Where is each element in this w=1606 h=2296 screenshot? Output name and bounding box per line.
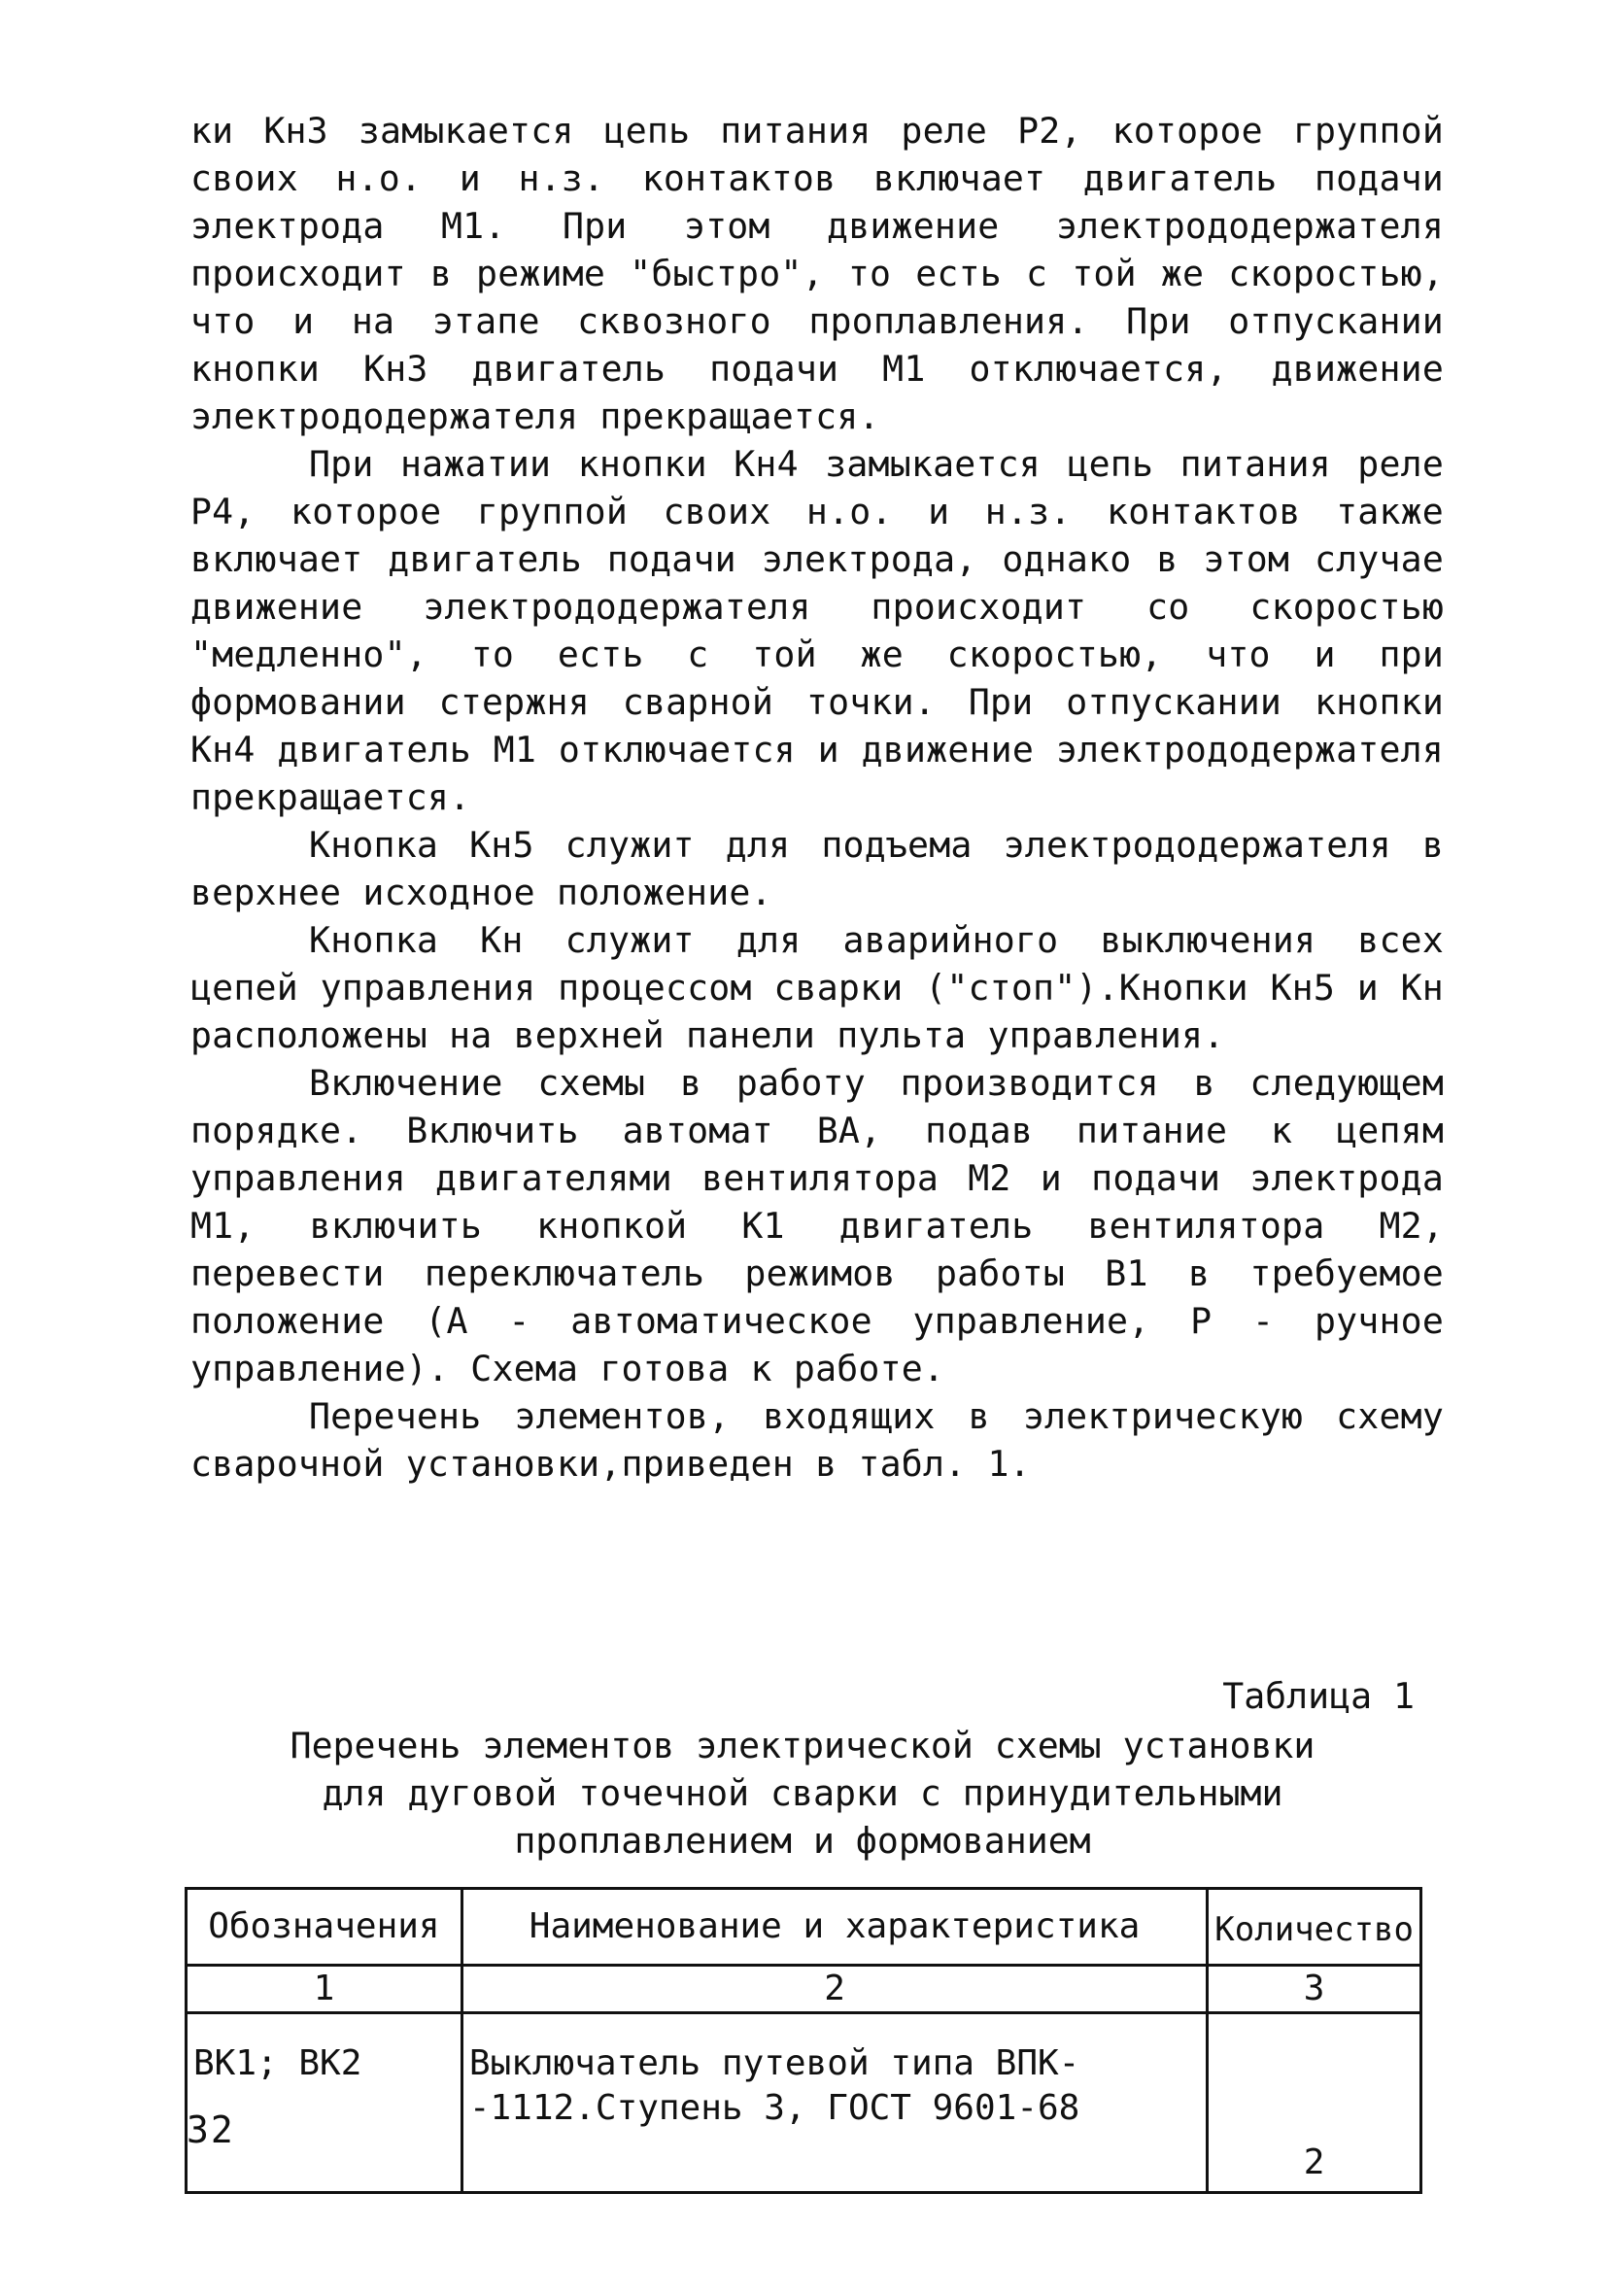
paragraph-1: ки Кн3 замыкается цепь питания реле Р2, которое группой своих н.о. и н.з. контактов включает двигатель подачи электрода М1. При этом движение электрододержателя происходит в режиме "быстро", то есть с той же скоростью, что и на этапе сквозного проплавления. При отпускании кнопки Кн3 двигатель подачи М1 отключается, движение электрододержателя прекращается. bbox=[190, 110, 1444, 437]
cell-quantity: 2 bbox=[1208, 2013, 1421, 2193]
table-title-line: для дуговой точечной сварки с принудительными bbox=[322, 1772, 1283, 1814]
table-header-row bbox=[187, 1889, 1421, 1966]
column-number: 1 bbox=[187, 1966, 462, 2013]
paragraph-6: Перечень элементов, входящих в электрическую схему сварочной установки,приведен в табл. 1. bbox=[190, 1395, 1444, 1485]
elements-table bbox=[185, 1887, 1422, 2194]
cell-designation: ВК1; ВК2 bbox=[187, 2013, 462, 2193]
body-text bbox=[190, 107, 1444, 1488]
column-number: 2 bbox=[461, 1966, 1207, 2013]
table-caption bbox=[190, 1673, 1415, 1865]
paragraph-5: Включение схемы в работу производится в следующем порядке. Включить автомат ВА, подав питание к цепям управления двигателями вентилятора М2 и подачи электрода М1, включить кнопкой К1 двигатель вентилятора М2, перевести переключатель режимов работы В1 в требуемое положение (А - автоматическое управление, Р - ручное управление). Схема готова к работе. bbox=[190, 1062, 1444, 1389]
page-number: 32 bbox=[187, 2108, 235, 2151]
table-column-numbers-row bbox=[187, 1966, 1421, 2013]
table-title-line: Перечень элементов электрической схемы установки bbox=[290, 1725, 1316, 1766]
table-title bbox=[190, 1722, 1415, 1865]
header-name: Наименование и характеристика bbox=[461, 1889, 1207, 1966]
table-title-line: проплавлением и формованием bbox=[514, 1820, 1091, 1862]
table-row bbox=[187, 2013, 1421, 2193]
table-label: Таблица 1 bbox=[1222, 1675, 1415, 1717]
header-designation: Обозначения bbox=[187, 1889, 462, 1966]
paragraph-3: Кнопка Кн5 служит для подъема электрододержателя в верхнее исходное положение. bbox=[190, 824, 1444, 913]
paragraph-2: При нажатии кнопки Кн4 замыкается цепь питания реле Р4, которое группой своих н.о. и н.з. контактов также включает двигатель подачи электрода, однако в этом случае движение электрододержателя происходит со скоростью "медленно", то есть с той же скоростью, что и при формовании стержня сварной точки. При отпускании кнопки Кн4 двигатель М1 отключается и движение электрододержателя прекращается. bbox=[190, 443, 1444, 818]
paragraph-4: Кнопка Кн служит для аварийного выключения всех цепей управления процессом сварки ("стоп").Кнопки Кн5 и Кн расположены на верхней панели пульта управления. bbox=[190, 919, 1444, 1056]
cell-name: Выключатель путевой типа ВПК--1112.Ступень 3, ГОСТ 9601-68 bbox=[461, 2013, 1207, 2193]
column-number: 3 bbox=[1208, 1966, 1421, 2013]
header-quantity: Количество bbox=[1208, 1889, 1421, 1966]
